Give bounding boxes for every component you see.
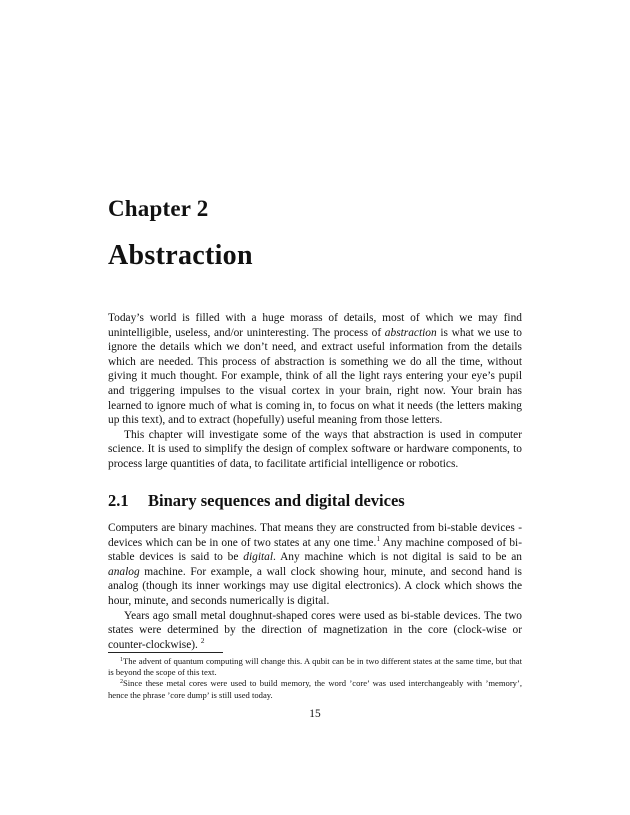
section-p1-text-a: Computers are binary machines. That means they are constructed from bi-stable devices - devices which can be in one of two states at any one time. (108, 522, 522, 549)
chapter-title: Abstraction (108, 240, 253, 271)
footnote-1 (108, 656, 522, 678)
section-p1-text-c: . Any machine which is not digital is said to be an (273, 551, 522, 564)
footnote-2-mark: 2 (120, 679, 123, 686)
intro-paragraph-2: This chapter will investigate some of the ways that abstraction is used in computer science. It is used to simplify the design of complex software or hardware components, to process large quantities of data, to facilitate artificial intelligence or robotics. (108, 428, 522, 470)
page-number: 15 (309, 708, 321, 720)
chapter-label: Chapter 2 (108, 196, 209, 221)
section-paragraph-1 (108, 521, 522, 609)
footnote-2-text: Since these metal cores were used to build memory, the word ’core’ was used interchangeably with ’memory’, hence the phrase ’core dump’ is still used today. (108, 678, 522, 700)
intro-p1-emphasis: abstraction (384, 326, 437, 339)
section-p1-text-b: Any machine composed of bi-stable devices is said to be (108, 536, 522, 564)
intro-paragraph-1 (108, 311, 522, 428)
footnote-1-text: The advent of quantum computing will change this. A qubit can be in two different states at the same time, but that is beyond the scope of this text. (108, 656, 522, 678)
footnote-1-mark: 1 (120, 657, 123, 663)
section-p1-emphasis-digital: digital (243, 551, 274, 564)
intro-p1-text-a: Today’s world is filled with a huge morass of details, most of which we may find unintelligible, useless, and/or uninteresting. The process of (108, 312, 522, 339)
footnote-divider (108, 652, 223, 653)
footnotes (108, 656, 522, 701)
section-p2-text: Years ago small metal doughnut-shaped cores were used as bi-stable devices. The two states were determined by the direction of magnetization in the core (clock-wise or counter-clockwise). (108, 609, 522, 651)
footnote-2 (108, 678, 522, 700)
section-paragraph-2 (108, 609, 522, 653)
intro-p1-text-b: is what we use to ignore the details which we don’t need, and extract useful information from the details which are needed. This process of abstraction is something we do all the time, without giving it much thought. For example, think of all the light rays entering your eye’s pupil and triggering impulses to the visual cortex in your brain, right now. Your brain has learned to ignore much of what is coming in, to focus on what it needs (the letters making up this text), and to extract (hopefully) useful meaning from those letters. (108, 326, 522, 427)
section-p1-emphasis-analog: analog (108, 565, 140, 578)
section-text (108, 521, 522, 652)
footnote-ref-1[interactable]: 1 (376, 533, 381, 543)
intro-text (108, 311, 522, 472)
section-title: Binary sequences and digital devices (148, 491, 405, 510)
section-heading (108, 491, 405, 511)
section-p1-text-d: machine. For example, a wall clock showing hour, minute, and second hand is analog (though its inner workings may use digital electronics). A clock which shows the hour, minute, and seconds numerically is digital. (108, 565, 522, 607)
section-number: 2.1 (108, 491, 129, 510)
footnote-ref-2[interactable]: 2 (200, 635, 205, 645)
